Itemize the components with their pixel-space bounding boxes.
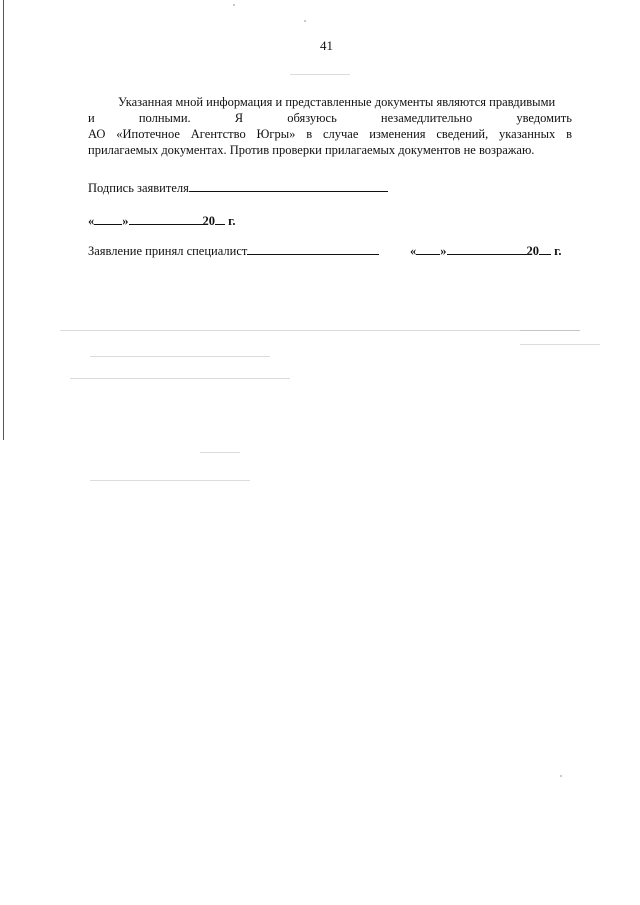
specialist-date-year-field[interactable] bbox=[539, 242, 551, 255]
declaration-word: обязуюсь bbox=[287, 111, 337, 125]
specialist-signature-field[interactable] bbox=[247, 242, 379, 255]
scan-edge-line bbox=[3, 0, 4, 440]
date-open-quote: « bbox=[88, 214, 95, 228]
specialist-label: Заявление принял специалист bbox=[88, 244, 248, 258]
date-year-field[interactable] bbox=[215, 212, 225, 225]
scan-artifact bbox=[90, 480, 250, 481]
scan-artifact bbox=[560, 775, 562, 777]
specialist-date-row bbox=[410, 242, 562, 259]
specialist-date-close-quote: » bbox=[440, 244, 447, 258]
scan-artifact bbox=[290, 74, 350, 75]
application-date-row bbox=[88, 212, 236, 229]
declaration-word: и bbox=[88, 111, 95, 125]
specialist-date-year-prefix: 20 bbox=[526, 244, 539, 258]
specialist-date-month-field[interactable] bbox=[447, 242, 527, 255]
declaration-word: Я bbox=[234, 111, 244, 125]
scan-artifact bbox=[70, 378, 290, 379]
date-close-quote: » bbox=[122, 214, 129, 228]
scan-artifact bbox=[520, 344, 600, 345]
scan-artifact bbox=[233, 4, 235, 6]
specialist-date-open-quote: « bbox=[410, 244, 417, 258]
specialist-date-year-suffix: г. bbox=[554, 244, 562, 258]
scan-artifact bbox=[90, 356, 270, 357]
applicant-signature-label: Подпись заявителя bbox=[88, 181, 189, 195]
declaration-line-2 bbox=[88, 110, 572, 126]
scan-artifact bbox=[200, 452, 240, 453]
declaration-line-1: Указанная мной информация и представленные документы являются правдивыми bbox=[118, 95, 556, 109]
declaration-word: незамедлительно bbox=[380, 111, 473, 125]
declaration-word: уведомить bbox=[516, 111, 572, 125]
page-number: 41 bbox=[320, 38, 333, 53]
date-year-prefix: 20 bbox=[202, 214, 215, 228]
scan-artifact bbox=[60, 330, 580, 331]
scan-artifact bbox=[520, 330, 580, 331]
specialist-row bbox=[88, 242, 379, 259]
declaration-line-4: прилагаемых документах. Против проверки прилагаемых документов не возражаю. bbox=[88, 143, 535, 157]
scan-artifact bbox=[304, 20, 306, 22]
applicant-signature-row bbox=[88, 179, 388, 196]
declaration-line-3: АО «Ипотечное Агентство Югры» в случае изменения сведений, указанных в bbox=[88, 127, 572, 141]
date-year-suffix: г. bbox=[228, 214, 236, 228]
declaration-word: полными. bbox=[138, 111, 191, 125]
specialist-date-day-field[interactable] bbox=[416, 242, 440, 255]
date-month-field[interactable] bbox=[129, 212, 203, 225]
date-day-field[interactable] bbox=[94, 212, 122, 225]
declaration-paragraph bbox=[88, 94, 572, 158]
applicant-signature-field[interactable] bbox=[189, 179, 388, 192]
